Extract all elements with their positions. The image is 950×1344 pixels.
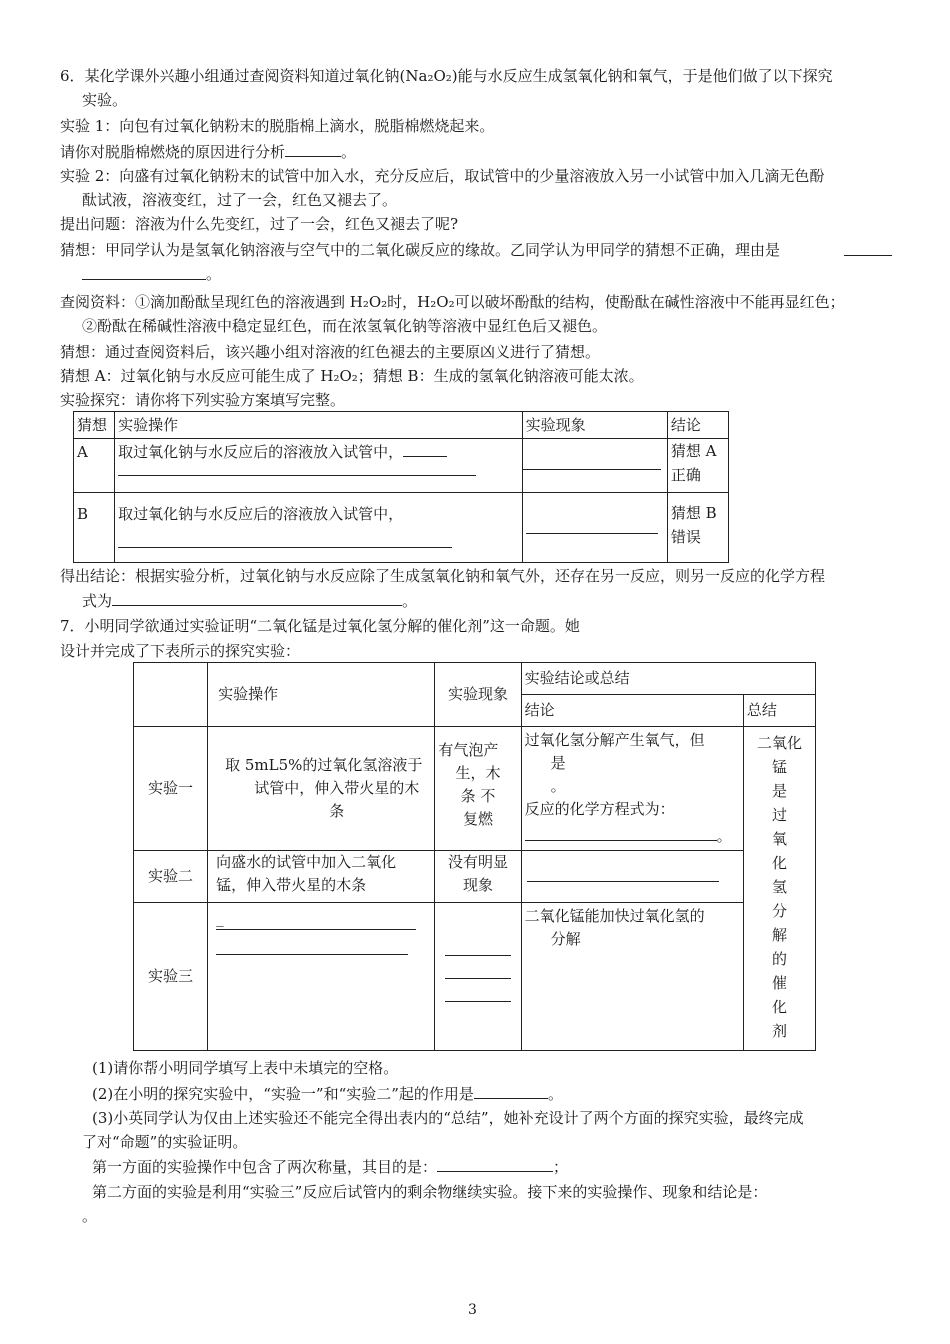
q7-exp1-ph-2: 生，木 [455, 764, 501, 782]
q6-guess2: 猜想：通过查阅资料后，该兴趣小组对溶液的红色褪去的主要原凶义进行了猜想。 [60, 343, 601, 361]
q6-row-a-guess: A [74, 439, 115, 493]
q7-first-line [92, 1157, 568, 1177]
q7-exp3-op-blank-1[interactable] [216, 929, 416, 930]
q7-summary-c0: 二氧化 [756, 734, 802, 752]
q7-exp2-op-2: 锰，伸入带火星的木条 [216, 876, 367, 894]
q7-exp1-ph-4: 复燃 [463, 810, 494, 828]
q7-exp3-phenomenon[interactable] [435, 903, 521, 1051]
q6-row-b-conclusion-1: 猜想 B [670, 504, 717, 522]
q7-exp1-cl-3: 。 [550, 777, 566, 795]
q7-exp1-cl-2: 是 [550, 754, 566, 772]
q6-row-a-conclusion-1: 猜想 A [670, 442, 717, 460]
q7-summary-c8: 解 [771, 926, 787, 944]
q7-summary-c1: 锰 [771, 758, 787, 776]
q6-intro-line2: 实验。 [82, 91, 128, 109]
q7-th-conclusion: 结论 [521, 695, 743, 727]
q6-reason-blank-b[interactable] [82, 279, 206, 280]
q7-exp2-phenomenon [435, 851, 521, 903]
q7-th-phenomenon: 实验现象 [435, 663, 521, 727]
q7-sub2-text: (2)在小明的探究实验中，“实验一”和“实验二”起的作用是 [92, 1085, 474, 1103]
q7-exp1-op-1: 取 5mL5%的过氧化氢溶液于 [225, 756, 423, 774]
q6-row-a-phenomenon-blank[interactable] [523, 469, 661, 470]
q7-th-summary: 总结 [743, 695, 815, 727]
q6-table [73, 411, 729, 563]
q7-exp3-ph-blank-3[interactable] [445, 1001, 511, 1002]
q6-exp2-line1: 实验 2：向盛有过氧化钠粉末的试管中加入水，充分反应后，取试管中的少量溶液放入另一小试管中加入几滴无色酚 [60, 167, 825, 185]
q6-exp2-line2: 酞试液，溶液变红，过了一会，红色又褪去了。 [82, 191, 398, 209]
q6-row-b-phenomenon[interactable] [522, 493, 667, 563]
q7-exp1-equation-blank[interactable] [525, 826, 717, 841]
q7-exp1-phenomenon [435, 727, 521, 851]
q6-guess-end: 。 [206, 265, 222, 283]
q7-summary-c2: 是 [771, 782, 787, 800]
q7-exp2-conclusion[interactable] [521, 851, 743, 903]
q7-exp2-operation [208, 851, 435, 903]
q6-ask-end: 。 [341, 143, 357, 161]
q6-ask-line [60, 142, 356, 162]
q7-exp3-op-mark: _ [216, 909, 224, 927]
q7-exp1-equation-line[interactable] [525, 825, 740, 848]
q7-exp1-name: 实验一 [134, 727, 208, 851]
q7-exp2-op-1: 向盛水的试管中加入二氧化 [216, 853, 397, 871]
q7-second-end: 。 [82, 1207, 98, 1225]
q7-exp3-ph-blank-1[interactable] [445, 955, 511, 956]
q7-exp1-op-3: 条 [329, 802, 345, 820]
q7-sub2-end: 。 [547, 1085, 563, 1103]
q6-reason-blank-a[interactable] [844, 255, 892, 256]
q7-exp3-cl-2: 分解 [550, 930, 581, 948]
q6-row-a-operation-text: 取过氧化钠与水反应后的溶液放入试管中， [118, 443, 404, 461]
q7-exp3-ph-blank-2[interactable] [445, 978, 511, 979]
q7-exp1-operation [208, 727, 435, 851]
q7-exp3-op-blank-2[interactable] [216, 954, 408, 955]
q7-sub2-line [92, 1084, 563, 1104]
q7-summary-c5: 化 [771, 854, 787, 872]
q6-exp1: 实验 1：向包有过氧化钠粉末的脱脂棉上滴水，脱脂棉燃烧起来。 [60, 117, 495, 135]
q6-row-a-conclusion-2: 正确 [670, 466, 701, 484]
q6-th-guess: 猜想 [74, 412, 115, 439]
q7-th-operation: 实验操作 [208, 663, 435, 727]
q6-th-phenomenon: 实验现象 [522, 412, 667, 439]
q7-exp1-ph-3: 条 不 [460, 787, 496, 805]
q7-th-empty [134, 663, 208, 727]
q7-sub1: (1)请你帮小明同学填写上表中未填完的空格。 [92, 1059, 399, 1077]
q6-concl-text: 式为 [82, 592, 113, 610]
q6-concl-end: 。 [402, 592, 418, 610]
q7-first-end: ； [553, 1158, 569, 1176]
q7-exp2-conclusion-blank[interactable] [527, 881, 719, 882]
q6-row-a-conclusion [667, 439, 728, 493]
q7-exp2-name: 实验二 [134, 851, 208, 903]
q7-intro-line1: 7．小明同学欲通过实验证明“二氧化锰是过氧化氢分解的催化剂”这一命题。她 [60, 617, 580, 635]
table-row [74, 439, 729, 493]
q7-summary-cell [743, 727, 815, 1051]
q7-exp1-ph-1: 有气泡产 [438, 741, 499, 759]
q6-explore: 实验探究：请你将下列实验方案填写完整。 [60, 391, 346, 409]
q7-exp3-conclusion [521, 903, 743, 1051]
q7-first-blank[interactable] [437, 1157, 553, 1172]
q6-equation-blank[interactable] [112, 591, 402, 606]
q7-th-conclusion-summary: 实验结论或总结 [521, 663, 815, 695]
q7-summary-c10: 催 [771, 974, 787, 992]
q7-exp1-cl-4: 反应的化学方程式为： [524, 800, 675, 818]
q7-sub3-line1: (3)小英同学认为仅由上述实验还不能完全得出表内的“总结”，她补充设计了两个方面的探究实验，最终完成 [92, 1109, 804, 1127]
q6-th-conclusion: 结论 [667, 412, 728, 439]
table-row [134, 903, 816, 1051]
q7-first-text: 第一方面的实验操作中包含了两次称量，其目的是： [92, 1158, 438, 1176]
q7-summary-c12: 剂 [771, 1022, 787, 1040]
q7-table [133, 662, 816, 1051]
table-row [134, 851, 816, 903]
q6-row-a-phenomenon[interactable] [522, 439, 667, 493]
page-number: 3 [468, 1302, 477, 1318]
q6-guess-line: 猜想：甲同学认为是氢氧化钠溶液与空气中的二氧化碳反应的缘故。乙同学认为甲同学的猜想不正确，理由是 [60, 241, 781, 259]
q6-info-line2: ②酚酞在稀碱性溶液中稳定显红色，而在浓氢氧化钠等溶液中显红色后又褪色。 [82, 317, 608, 335]
q7-exp3-name: 实验三 [134, 903, 208, 1051]
table-row [134, 727, 816, 851]
q6-row-a-blank-2[interactable] [118, 475, 476, 476]
q7-summary-c3: 过 [771, 806, 787, 824]
q6-concl-line2 [82, 591, 417, 611]
q7-exp2-ph-2: 现象 [463, 876, 494, 894]
q7-exp1-op-2: 试管中，伸入带火星的木 [254, 779, 420, 797]
q6-guess-ab: 猜想 A：过氧化钠与水反应可能生成了 H₂O₂；猜想 B：生成的氢氧化钠溶液可能太浓。 [60, 367, 644, 385]
q7-exp1-cl-end: 。 [716, 827, 732, 845]
q7-intro-line2: 设计并完成了下表所示的探究实验： [60, 642, 301, 660]
q7-exp1-cl-1: 过氧化氢分解产生氧气，但 [524, 731, 705, 749]
q6-row-b-conclusion [667, 493, 728, 563]
q7-exp3-operation[interactable] [208, 903, 435, 1051]
table-row [74, 493, 729, 563]
q6-row-b-guess: B [74, 493, 115, 563]
q6-row-a-blank-1[interactable] [403, 444, 447, 457]
q6-row-b-blank[interactable] [118, 547, 452, 548]
q6-row-a-operation[interactable] [115, 439, 523, 493]
q7-exp3-cl-1: 二氧化锰能加快过氧化氢的 [524, 907, 705, 925]
q6-row-b-phenomenon-blank[interactable] [526, 533, 658, 534]
q7-exp1-conclusion[interactable] [521, 727, 743, 851]
q7-summary-c6: 氢 [771, 878, 787, 896]
q7-summary-c7: 分 [771, 902, 787, 920]
q7-sub3-line2: 了对“命题”的实验证明。 [82, 1133, 248, 1151]
q6-intro-line1: 6．某化学课外兴趣小组通过查阅资料知道过氧化钠(Na₂O₂)能与水反应生成氢氧化钠和氧气，于是他们做了以下探究 [60, 67, 833, 85]
q7-summary-c9: 的 [771, 950, 787, 968]
q6-question: 提出问题：溶液为什么先变红，过了一会，红色又褪去了呢? [60, 215, 459, 233]
q6-row-b-operation-text: 取过氧化钠与水反应后的溶液放入试管中， [118, 505, 404, 523]
q6-row-b-operation[interactable] [115, 493, 523, 563]
q6-info-line1: 查阅资料：①滴加酚酞呈现红色的溶液遇到 H₂O₂时，H₂O₂可以破坏酚酞的结构，使酚酞在碱性溶液中不能再显红色； [60, 293, 845, 311]
q6-concl-line1: 得出结论：根据实验分析，过氧化钠与水反应除了生成氢氧化钠和氧气外，还存在另一反应，则另一反应的化学方程 [60, 567, 826, 585]
q7-second-line: 第二方面的实验是利用“实验三”反应后试管内的剩余物继续实验。接下来的实验操作、现象和结论是： [92, 1183, 768, 1201]
q6-row-b-conclusion-2: 错误 [670, 528, 701, 546]
q6-ask-text: 请你对脱脂棉燃烧的原因进行分析 [60, 143, 286, 161]
q6-ask-blank[interactable] [285, 142, 341, 157]
q7-sub2-blank[interactable] [474, 1084, 548, 1099]
q7-exp2-ph-1: 没有明显 [448, 853, 509, 871]
q7-summary-c11: 化 [771, 998, 787, 1016]
q6-th-operation: 实验操作 [115, 412, 523, 439]
q7-summary-c4: 氧 [771, 830, 787, 848]
